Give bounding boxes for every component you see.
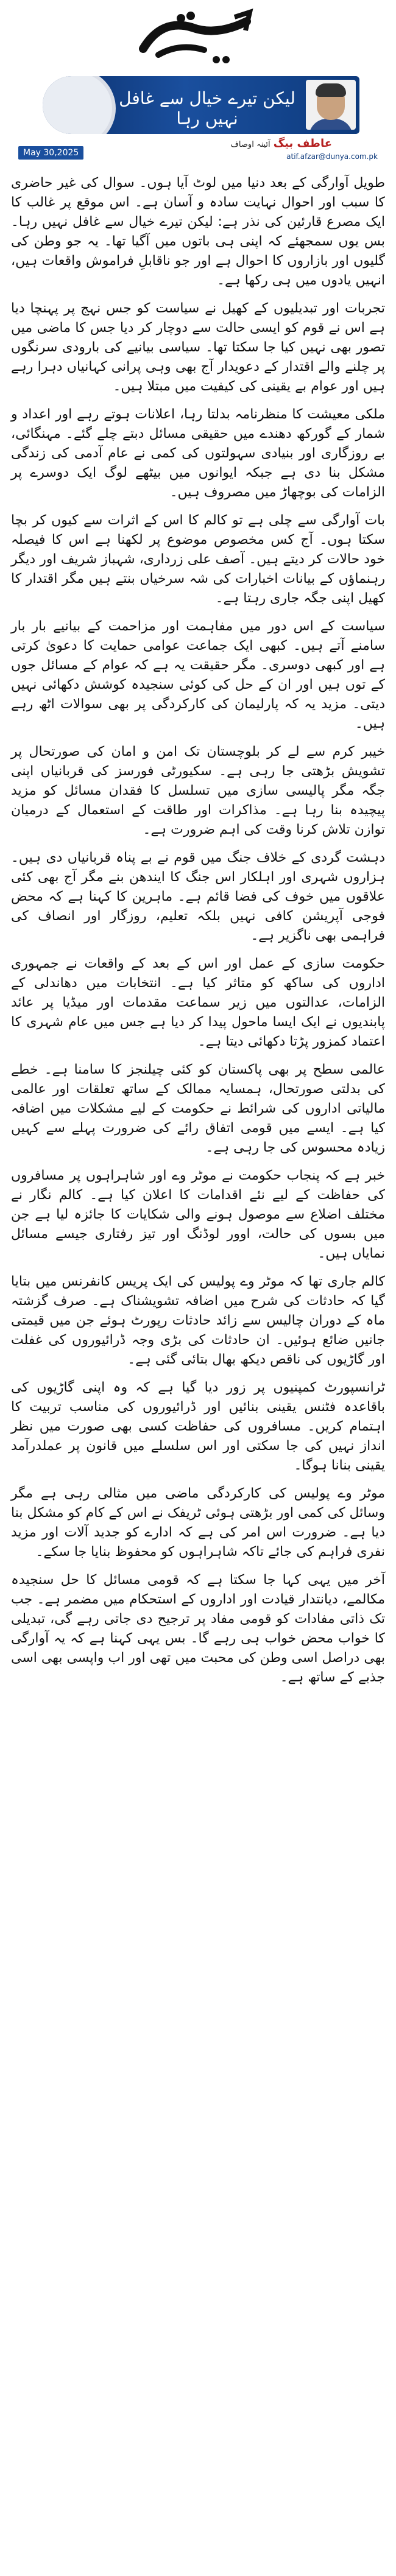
paragraph: ملکی معیشت کا منظرنامہ بدلتا رہا، اعلانات ہوتے رہے اور اعداد و شمار کے گورکھ دھندے میں حقیقی مسائل دبتے چلے گئے۔ مہنگائی، بے روزگاری اور بنیادی سہولتوں کی کمی نے عام آدمی کی زندگی مشکل بنا دی ہے جبکہ ایوانوں میں بیٹھے لوگ ایک دوسرے پر الزامات کی بوچھاڑ میں مصروف ہیں۔: [11, 407, 385, 500]
dunya-logo-graphic: [125, 6, 265, 67]
author-name: عاطف بیگ: [273, 137, 332, 150]
paragraph: تجربات اور تبدیلیوں کے کھیل نے سیاست کو جس نہج پر پہنچا دیا ہے اس نے قوم کو ایسی حالت سے دوچار کر دیا جس کا ماضی میں تصور بھی نہیں کیا جا سکتا تھا۔ سیاسی بیانیے کی بارودی سرنگوں پر چلنے والے اقتدار کے دعویدار آج بھی وہی پرانی کہانیاں دہرا رہے ہیں اور عوام بے یقینی کی کیفیت میں مبتلا ہیں۔: [11, 301, 385, 394]
dunya-logo: [125, 6, 265, 67]
paragraph: آخر میں یہی کہا جا سکتا ہے کہ قومی مسائل کا حل سنجیدہ مکالمے، دیانتدار قیادت اور اداروں کے استحکام میں مضمر ہے۔ جب تک ذاتی مفادات کو قومی مفاد پر ترجیح دی جاتی رہے گی، تبدیلی کا خواب محض خواب ہی رہے گا۔ بس یہی کہنا ہے کہ یہ آوارگی بھی دراصل اسی وطن کی محبت میں تھی اور اب واپسی بھی اسی جذبے کے ساتھ ہے۔: [11, 1572, 385, 1685]
publish-date: May 30,2025: [18, 146, 83, 160]
paragraph: موٹر وے پولیس کی کارکردگی ماضی میں مثالی رہی ہے مگر وسائل کی کمی اور بڑھتی ہوئی ٹریفک نے اس کے کام کو مشکل بنا دیا ہے۔ ضرورت اس امر کی ہے کہ ادارے کو جدید آلات اور مزید نفری فراہم کی جائے تاکہ شاہراہوں کو محفوظ بنایا جا سکے۔: [11, 1486, 385, 1560]
paragraph: عالمی سطح پر بھی پاکستان کو کئی چیلنجز کا سامنا ہے۔ خطے کی بدلتی صورتحال، ہمسایہ ممالک کے ساتھ تعلقات اور عالمی مالیاتی اداروں کی شرائط نے حکومت کے لیے مشکلات میں اضافہ کیا ہے۔ ایسے میں قومی اتفاق رائے کی ضرورت پہلے سے کہیں زیادہ محسوس کی جا رہی ہے۔: [11, 1062, 385, 1155]
column-banner: [43, 76, 359, 134]
decorative-ring: [43, 76, 116, 134]
paragraph: دہشت گردی کے خلاف جنگ میں قوم نے بے پناہ قربانیاں دی ہیں۔ ہزاروں شہری اور اہلکار اس جنگ کا ایندھن بنے مگر آج بھی کئی علاقوں میں خوف کی فضا قائم ہے۔ ماہرین کا کہنا ہے کہ محض فوجی آپریشن کافی نہیں بلکہ تعلیم، روزگار اور انصاف کی فراہمی بھی ناگزیر ہے۔: [11, 850, 385, 943]
paragraph: حکومت سازی کے عمل اور اس کے بعد کے واقعات نے جمہوری اداروں کی ساکھ کو متاثر کیا ہے۔ انتخابات میں دھاندلی کے الزامات، عدالتوں میں زیر سماعت مقدمات اور میڈیا پر عائد پابندیوں نے ایک ایسا ماحول پیدا کر دیا ہے جس میں عام شہری کا اعتماد کمزور پڑتا دکھائی دیتا ہے۔: [11, 956, 385, 1049]
paragraph: خیبر کرم سے لے کر بلوچستان تک امن و امان کی صورتحال پر تشویش بڑھتی جا رہی ہے۔ سکیورٹی فورسز کی قربانیاں اپنی جگہ مگر پالیسی سازی میں تسلسل کا فقدان مسائل کو مزید پیچیدہ بنا رہا ہے۔ مذاکرات اور طاقت کے استعمال کے درمیان توازن تلاش کرنا وقت کی اہم ضرورت ہے۔: [11, 744, 385, 837]
paragraph: طویل آوارگی کے بعد دنیا میں لوٹ آیا ہوں۔ سوال کی غیر حاضری کا سبب اور احوال نہایت سادہ و آسان ہے۔ اس موقع پر غالب کا ایک مصرع قارئین کی نذر ہے: لیکن تیرے خیال سے غافل نہیں رہا۔ بس یوں سمجھئے کہ اپنی ہی باتوں میں آگیا تھا۔ یہ جو وطن کی گلیوں اور بازاروں کا احوال ہے اور جو ناقابلِ فراموش واقعات ہیں، انہیں یادوں میں ہی رکھا ہے۔: [11, 175, 385, 288]
paragraph: کالم جاری تھا کہ موٹر وے پولیس کی ایک پریس کانفرنس میں بتایا گیا کہ حادثات کی شرح میں اضافہ تشویشناک ہے۔ صرف گزشتہ ماہ کے دوران چالیس سے زائد حادثات رپورٹ ہوئے جن میں قیمتی جانیں ضائع ہوئیں۔ ان حادثات کی بڑی وجہ ڈرائیوروں کی غفلت اور گاڑیوں کی ناقص دیکھ بھال بتائی گئی ہے۔: [11, 1274, 385, 1367]
paragraph: سیاست کے اس دور میں مفاہمت اور مزاحمت کے بیانیے بار بار سامنے آتے ہیں۔ کبھی ایک جماعت عوامی حمایت کا دعویٰ کرتی ہے اور کبھی دوسری۔ مگر حقیقت یہ ہے کہ عوام کے مسائل جوں کے توں ہیں اور ان کے حل کی کوئی سنجیدہ کوشش دکھائی نہیں دیتی۔ مزید یہ کہ پارلیمان کی کارکردگی پر بھی سوالات اٹھ رہے ہیں۔: [11, 619, 385, 731]
paragraph: خبر ہے کہ پنجاب حکومت نے موٹر وے اور شاہراہوں پر مسافروں کی حفاظت کے لیے نئے اقدامات کا اعلان کیا ہے۔ کالم نگار نے مختلف اضلاع سے موصول ہونے والی شکایات کا جائزہ لیا ہے جن میں بسوں کی حالت، اوور لوڈنگ اور تیز رفتاری جیسے مسائل نمایاں ہیں۔: [11, 1168, 385, 1261]
author-block: [230, 137, 332, 150]
paragraph: ٹرانسپورٹ کمپنیوں پر زور دیا گیا ہے کہ وہ اپنی گاڑیوں کی باقاعدہ فٹنس یقینی بنائیں اور ڈرائیوروں کی مناسب تربیت کا اہتمام کریں۔ مسافروں کی حفاظت کسی بھی صورت میں نظر انداز نہیں کی جا سکتی اور اس سلسلے میں قانون پر عملدرآمد یقینی بنانا ہوگا۔: [11, 1380, 385, 1473]
paragraph: بات آوارگی سے چلی ہے تو کالم کا اس کے اثرات سے کیوں کر بچا سکتا ہوں۔ آج کس مخصوص موضوع پر لکھنا ہے اس کا فیصلہ خود حالات کر دیتے ہیں۔ آصف علی زرداری، شہباز شریف اور دیگر رہنماؤں کے بیانات اخبارات کی شہ سرخیاں بنتے ہیں مگر اقتدار کا کھیل اپنی جگہ جاری رہتا ہے۔: [11, 513, 385, 606]
column-label: آئینہ اوصاف: [230, 140, 270, 149]
author-email[interactable]: atif.afzar@dunya.com.pk: [286, 152, 378, 161]
column-headline: لیکن تیرے خیال سے غافل نہیں رہا: [119, 88, 295, 128]
author-portrait: [306, 80, 356, 130]
masthead: [0, 0, 396, 164]
article-body: [11, 174, 385, 2564]
